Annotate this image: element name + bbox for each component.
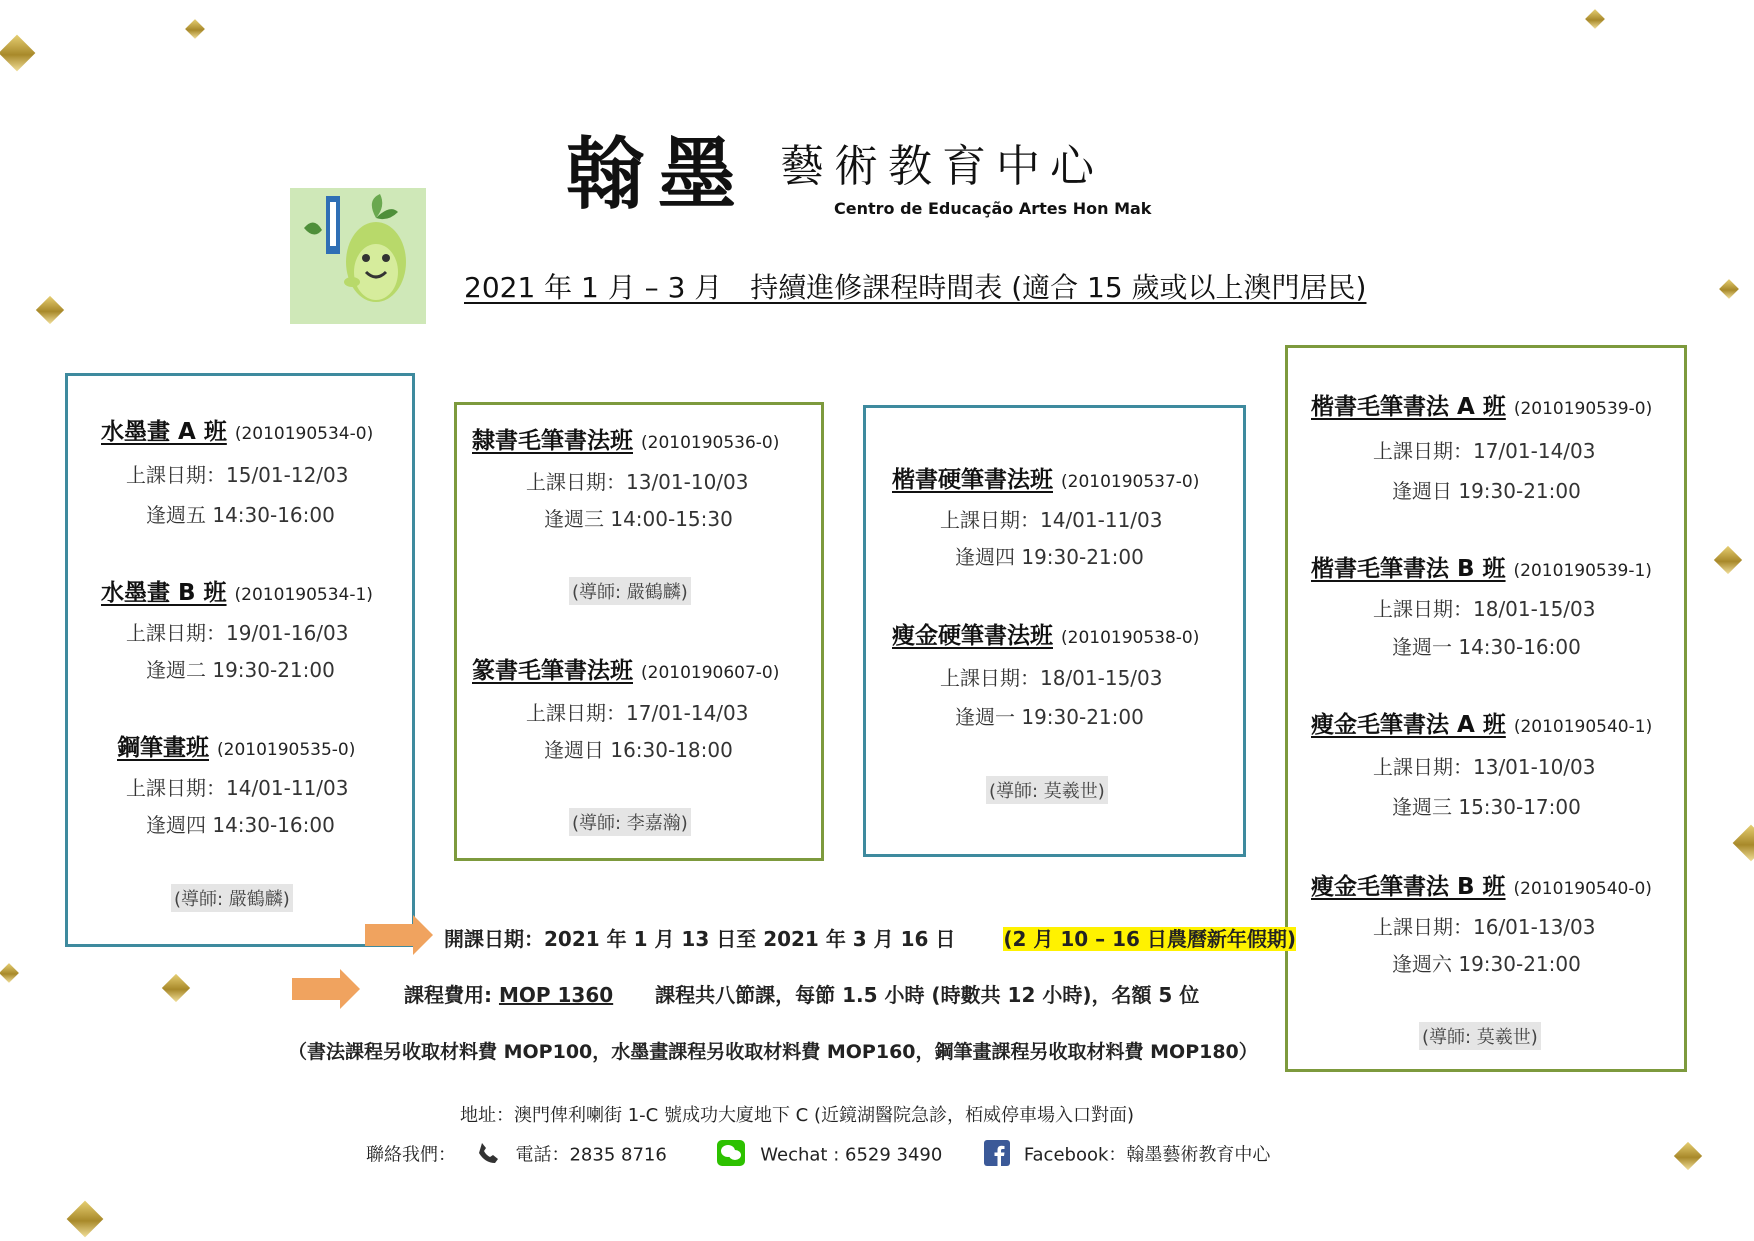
course-date: 上課日期：15/01-12/03 [126,463,349,487]
contact-label: 聯絡我們： [366,1144,456,1166]
course-date: 上課日期：14/01-11/03 [126,776,349,800]
course-name: 楷書毛筆書法 B 班 [1311,556,1506,582]
course-name: 瘦金硬筆書法班 [892,623,1053,649]
course-date: 上課日期：17/01-14/03 [526,701,749,725]
course-date: 上課日期：13/01-10/03 [526,470,749,494]
course-time: 逢週三 15:30-17:00 [1392,795,1581,819]
teacher-label: (導師: 李嘉瀚) [569,808,691,836]
course-title [892,617,1199,650]
course-name: 楷書毛筆書法 A 班 [1311,394,1506,420]
course-code: (2010190540-0) [1513,879,1652,899]
course-date: 上課日期：16/01-13/03 [1373,915,1596,939]
teacher-label: (導師: 莫羲世) [986,776,1108,804]
gold-sparkle-decoration [1719,279,1739,299]
gold-sparkle-decoration [1733,825,1754,862]
wechat-id: Wechat : 6529 3490 [760,1144,943,1166]
course-code: (2010190539-0) [1513,399,1653,419]
gold-sparkle-decoration [1714,546,1742,574]
course-title [1311,706,1652,739]
course-time: 逢週日 19:30-21:00 [1392,479,1581,503]
fee-label: 課程費用: [404,983,499,1007]
gold-sparkle-decoration [0,963,19,983]
course-code: (2010190535-0) [217,740,356,760]
course-code: (2010190537-0) [1061,472,1200,492]
address-line: 地址：澳門俾利喇街 1-C 號成功大廈地下 C (近鏡湖醫院急診，栢威停車場入口對面) [460,1105,1135,1126]
arrow-icon [292,978,342,1000]
holiday-notice: (2 月 10 – 16 日農曆新年假期) [1003,927,1297,951]
course-name: 篆書毛筆書法班 [472,658,633,684]
course-code: (2010190539-1) [1513,561,1652,581]
course-title [1311,388,1652,421]
gold-sparkle-decoration [67,1201,104,1238]
mascot-icon [290,188,426,324]
course-time: 逢週四 14:30-16:00 [146,813,335,837]
facebook-icon [984,1140,1010,1171]
course-name: 鋼筆畫班 [117,735,209,761]
mascot-image [290,188,426,324]
course-date: 上課日期：19/01-16/03 [126,621,349,645]
teacher-label: (導師: 嚴鶴麟) [569,577,691,605]
course-title [1311,868,1652,901]
course-title [1311,550,1652,583]
gold-sparkle-decoration [1674,1142,1702,1170]
course-title [472,422,779,455]
course-date: 上課日期：13/01-10/03 [1373,755,1596,779]
course-time: 逢週六 19:30-21:00 [1392,952,1581,976]
course-time: 逢週二 19:30-21:00 [146,658,335,682]
course-time: 逢週日 16:30-18:00 [544,738,733,762]
wechat-icon [717,1140,745,1171]
schedule-title: 2021 年 1 月 – 3 月 持續進修課程時間表 (適合 15 歲或以上澳門居民) [464,271,1367,304]
course-title [101,413,373,446]
fee-value: MOP 1360 [498,983,614,1007]
course-time: 逢週一 19:30-21:00 [955,705,1144,729]
gold-sparkle-decoration [185,19,205,39]
course-date: 上課日期：17/01-14/03 [1373,439,1596,463]
logo-subtitle: Centro de Educação Artes Hon Mak [834,199,1152,218]
start-date-line [444,923,1296,952]
gold-sparkle-decoration [36,296,64,324]
facebook-name: Facebook：翰墨藝術教育中心 [1023,1144,1271,1166]
logo-main-text: 翰墨 [566,129,751,220]
gold-sparkle-decoration [1585,9,1605,29]
material-fee-line: （書法課程另收取材料費 MOP100，水墨畫課程另收取材料費 MOP160，鋼筆畫課程另收取材料費 MOP180） [288,1041,1258,1063]
fee-detail: 課程共八節課，每節 1.5 小時 (時數共 12 小時)，名額 5 位 [655,983,1200,1007]
course-code: (2010190536-0) [641,433,780,453]
course-title [101,574,373,607]
course-code: (2010190534-1) [234,585,373,605]
course-date: 上課日期：18/01-15/03 [940,666,1163,690]
arrow-icon [365,924,415,946]
gold-sparkle-decoration [0,35,35,72]
teacher-label: (導師: 嚴鶴麟) [171,884,293,912]
course-time: 逢週五 14:30-16:00 [146,503,335,527]
course-code: (2010190538-0) [1061,628,1200,648]
teacher-label: (導師: 莫羲世) [1419,1022,1541,1050]
course-name: 水墨畫 A 班 [101,419,227,445]
fee-line [404,979,1199,1008]
phone-number: 電話：2835 8716 [515,1144,667,1166]
course-name: 瘦金毛筆書法 A 班 [1311,712,1506,738]
course-title [892,461,1199,494]
course-code: (2010190607-0) [641,663,780,683]
gold-sparkle-decoration [162,974,190,1002]
course-code: (2010190540-1) [1513,717,1653,737]
phone-icon [476,1141,500,1170]
course-title [117,729,355,762]
start-date-text: 開課日期：2021 年 1 月 13 日至 2021 年 3 月 16 日 [444,927,956,951]
course-time: 逢週一 14:30-16:00 [1392,635,1581,659]
contact-line [366,1140,1270,1171]
course-code: (2010190534-0) [234,424,374,444]
course-time: 逢週三 14:00-15:30 [544,507,733,531]
course-name: 楷書硬筆書法班 [892,467,1053,493]
logo-secondary-text: 藝術教育中心 [780,141,1104,192]
course-title [472,652,779,685]
course-name: 隸書毛筆書法班 [472,428,633,454]
course-name: 瘦金毛筆書法 B 班 [1311,874,1506,900]
course-time: 逢週四 19:30-21:00 [955,545,1144,569]
course-name: 水墨畫 B 班 [101,580,227,606]
course-date: 上課日期：14/01-11/03 [940,508,1163,532]
course-date: 上課日期：18/01-15/03 [1373,597,1596,621]
